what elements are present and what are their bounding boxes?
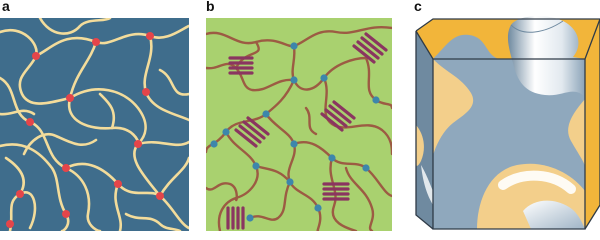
panel-a-network [0,18,189,231]
panel-b-network [206,18,392,231]
panel-c-label: c [414,0,422,14]
panel-c-cube [413,15,600,231]
panel-a-label: a [2,0,10,14]
panel-b-label: b [206,0,215,14]
